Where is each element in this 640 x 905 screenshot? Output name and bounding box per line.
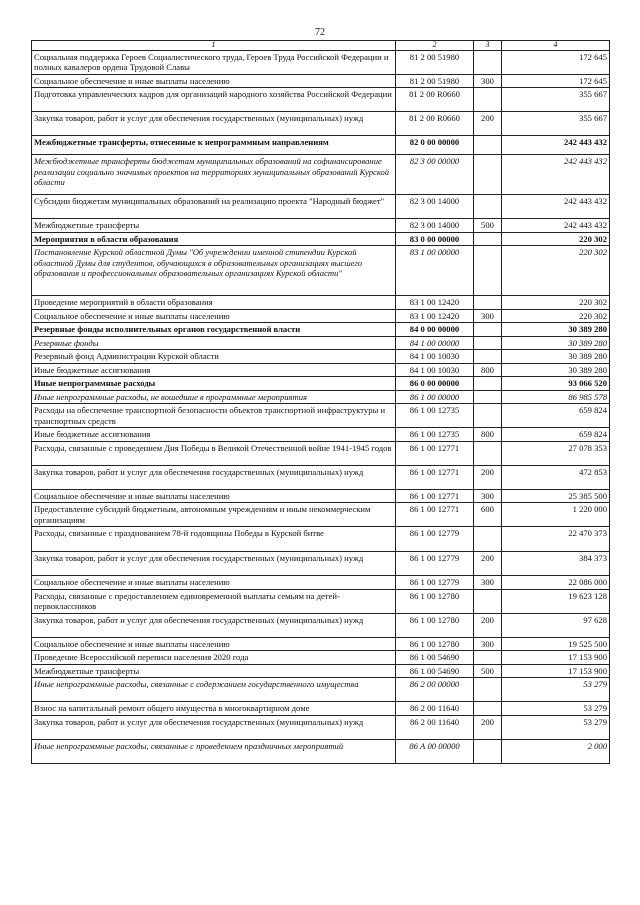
row-type-cell: 200	[474, 112, 502, 136]
row-name-cell: Закупка товаров, работ и услуг для обеспечения государственных (муниципальных) нужд	[32, 465, 396, 489]
row-code-cell: 86 1 00 12735	[396, 404, 474, 428]
row-type-cell	[474, 323, 502, 336]
table-row	[32, 246, 610, 296]
row-code-cell: 86 1 00 12771	[396, 489, 474, 502]
row-type-cell	[474, 377, 502, 390]
row-code-cell: 86 1 00 12779	[396, 552, 474, 576]
table-row	[32, 195, 610, 219]
row-name-cell: Постановление Курской областной Думы "Об учреждении именной стипендии Курской областной Думы для студентов, обучающихся в образовательных организациях высшего образования и профессиональных образовательных организациях Курской области"	[32, 246, 396, 296]
row-code-cell: 86 1 00 12780	[396, 637, 474, 650]
row-name-cell: Межбюджетные трансферты	[32, 664, 396, 677]
row-amount-cell: 242 443 432	[502, 136, 610, 155]
row-name-cell: Межбюджетные трансферты, отнесенные к непрограммным направлениям	[32, 136, 396, 155]
row-code-cell: 86 2 00 11640	[396, 702, 474, 715]
page-number: 72	[315, 27, 325, 38]
row-amount-cell: 1 220 000	[502, 503, 610, 527]
row-type-cell: 200	[474, 552, 502, 576]
row-code-cell: 86 1 00 54690	[396, 651, 474, 664]
row-amount-cell: 30 389 280	[502, 350, 610, 363]
row-amount-cell: 86 985 578	[502, 390, 610, 403]
row-amount-cell: 355 667	[502, 88, 610, 112]
row-name-cell: Предоставление субсидий бюджетным, автономным учреждениям и иным некоммерческим организациям	[32, 503, 396, 527]
row-amount-cell: 355 667	[502, 112, 610, 136]
row-type-cell: 300	[474, 75, 502, 88]
row-amount-cell: 242 443 432	[502, 219, 610, 232]
row-amount-cell: 30 389 280	[502, 336, 610, 349]
row-amount-cell: 27 078 353	[502, 441, 610, 465]
table-row	[32, 112, 610, 136]
row-code-cell: 83 0 00 00000	[396, 232, 474, 245]
row-type-cell: 300	[474, 489, 502, 502]
row-type-cell	[474, 390, 502, 403]
row-amount-cell: 53 279	[502, 715, 610, 739]
table-row	[32, 527, 610, 552]
row-name-cell: Иные непрограммные расходы, связанные с проведением праздничных мероприятий	[32, 739, 396, 763]
row-name-cell: Расходы, связанные с празднованием 78-й годовщины Победы в Курской битве	[32, 527, 396, 552]
row-amount-cell: 659 824	[502, 428, 610, 441]
row-type-cell	[474, 136, 502, 155]
row-name-cell: Резервный фонд Администрации Курской области	[32, 350, 396, 363]
row-type-cell	[474, 651, 502, 664]
row-type-cell	[474, 51, 502, 75]
table-row	[32, 155, 610, 195]
row-type-cell	[474, 195, 502, 219]
row-amount-cell: 53 279	[502, 702, 610, 715]
row-name-cell: Расходы, связанные с проведением Дня Победы в Великой Отечественной войне 1941-1945 годов	[32, 441, 396, 465]
row-code-cell: 86 1 00 12779	[396, 527, 474, 552]
row-amount-cell: 659 824	[502, 404, 610, 428]
row-code-cell: 83 1 00 12420	[396, 309, 474, 322]
row-name-cell: Проведение мероприятий в области образования	[32, 296, 396, 309]
table-row	[32, 428, 610, 441]
row-name-cell: Межбюджетные трансферты бюджетам муниципальных образований на софинансирование реализации социально значимых проектов на территориях муниципальных образований Курской области	[32, 155, 396, 195]
row-name-cell: Межбюджетные трансферты	[32, 219, 396, 232]
table-row	[32, 465, 610, 489]
row-code-cell: 86 1 00 12735	[396, 428, 474, 441]
row-type-cell	[474, 678, 502, 702]
row-type-cell: 800	[474, 428, 502, 441]
table-row	[32, 715, 610, 739]
row-type-cell	[474, 589, 502, 613]
row-type-cell	[474, 441, 502, 465]
row-name-cell: Иные непрограммные расходы, связанные с содержанием государственного имущества	[32, 678, 396, 702]
table-row	[32, 51, 610, 75]
row-code-cell: 82 0 00 00000	[396, 136, 474, 155]
table-row	[32, 702, 610, 715]
row-amount-cell: 17 153 900	[502, 664, 610, 677]
row-type-cell	[474, 404, 502, 428]
table-row	[32, 739, 610, 763]
row-name-cell: Социальное обеспечение и иные выплаты населению	[32, 309, 396, 322]
header-col-4: 4	[502, 41, 610, 51]
row-name-cell: Социальное обеспечение и иные выплаты населению	[32, 637, 396, 650]
row-code-cell: 81 2 00 R0660	[396, 112, 474, 136]
table-row	[32, 404, 610, 428]
row-amount-cell: 242 443 432	[502, 155, 610, 195]
row-name-cell: Резервные фонды исполнительных органов государственной власти	[32, 323, 396, 336]
row-code-cell: 83 1 00 12420	[396, 296, 474, 309]
row-code-cell: 84 1 00 00000	[396, 336, 474, 349]
table-row	[32, 576, 610, 589]
row-code-cell: 82 3 00 00000	[396, 155, 474, 195]
row-code-cell: 86 1 00 12780	[396, 589, 474, 613]
budget-table	[31, 40, 610, 764]
header-col-2: 2	[396, 41, 474, 51]
row-amount-cell: 220 302	[502, 232, 610, 245]
table-row	[32, 489, 610, 502]
row-type-cell	[474, 350, 502, 363]
row-amount-cell: 30 389 280	[502, 363, 610, 376]
row-code-cell: 86 1 00 12771	[396, 465, 474, 489]
row-code-cell: 81 2 00 51980	[396, 75, 474, 88]
table-row	[32, 88, 610, 112]
row-name-cell: Иные непрограммные расходы, не вошедшие в программные мероприятия	[32, 390, 396, 403]
row-name-cell: Закупка товаров, работ и услуг для обеспечения государственных (муниципальных) нужд	[32, 552, 396, 576]
row-amount-cell: 25 385 500	[502, 489, 610, 502]
row-amount-cell: 220 302	[502, 296, 610, 309]
table-row	[32, 309, 610, 322]
row-code-cell: 86 0 00 00000	[396, 377, 474, 390]
row-amount-cell: 93 066 520	[502, 377, 610, 390]
table-row	[32, 664, 610, 677]
row-type-cell	[474, 296, 502, 309]
row-type-cell: 300	[474, 576, 502, 589]
row-code-cell: 82 3 00 14000	[396, 219, 474, 232]
table-row	[32, 377, 610, 390]
row-name-cell: Закупка товаров, работ и услуг для обеспечения государственных (муниципальных) нужд	[32, 715, 396, 739]
row-code-cell: 86 2 00 00000	[396, 678, 474, 702]
row-code-cell: 81 2 00 51980	[396, 51, 474, 75]
row-code-cell: 86 1 00 00000	[396, 390, 474, 403]
table-row	[32, 503, 610, 527]
row-amount-cell: 97 628	[502, 613, 610, 637]
table-row	[32, 296, 610, 309]
table-row	[32, 350, 610, 363]
row-amount-cell: 242 443 432	[502, 195, 610, 219]
row-code-cell: 86 1 00 12780	[396, 613, 474, 637]
row-name-cell: Иные непрограммные расходы	[32, 377, 396, 390]
row-type-cell	[474, 527, 502, 552]
table-row	[32, 613, 610, 637]
row-type-cell	[474, 246, 502, 296]
row-amount-cell: 172 645	[502, 75, 610, 88]
row-amount-cell: 19 623 128	[502, 589, 610, 613]
row-code-cell: 84 1 00 10030	[396, 363, 474, 376]
row-type-cell	[474, 232, 502, 245]
table-row	[32, 136, 610, 155]
header-col-3: 3	[474, 41, 502, 51]
row-amount-cell: 472 853	[502, 465, 610, 489]
row-code-cell: 86 1 00 12779	[396, 576, 474, 589]
table-row	[32, 637, 610, 650]
row-amount-cell: 2 000	[502, 739, 610, 763]
table-row	[32, 441, 610, 465]
row-name-cell: Взнос на капитальный ремонт общего имущества в многоквартирном доме	[32, 702, 396, 715]
row-code-cell: 86 1 00 12771	[396, 503, 474, 527]
row-type-cell: 200	[474, 715, 502, 739]
row-type-cell: 300	[474, 309, 502, 322]
row-code-cell: 86 2 00 11640	[396, 715, 474, 739]
row-name-cell: Закупка товаров, работ и услуг для обеспечения государственных (муниципальных) нужд	[32, 613, 396, 637]
row-name-cell: Иные бюджетные ассигнования	[32, 428, 396, 441]
table-row	[32, 323, 610, 336]
row-amount-cell: 22 086 000	[502, 576, 610, 589]
row-amount-cell: 53 279	[502, 678, 610, 702]
row-type-cell: 500	[474, 219, 502, 232]
row-type-cell: 800	[474, 363, 502, 376]
table-row	[32, 336, 610, 349]
table-row	[32, 75, 610, 88]
budget-table-body	[32, 41, 610, 764]
row-name-cell: Подготовка управленческих кадров для организаций народного хозяйства Российской Федерации	[32, 88, 396, 112]
row-name-cell: Социальное обеспечение и иные выплаты населению	[32, 576, 396, 589]
row-code-cell: 86 А 00 00000	[396, 739, 474, 763]
row-name-cell: Резервные фонды	[32, 336, 396, 349]
row-type-cell	[474, 155, 502, 195]
table-row	[32, 363, 610, 376]
row-amount-cell: 172 645	[502, 51, 610, 75]
row-name-cell: Расходы на обеспечение транспортной безопасности объектов транспортной инфраструктуры и транспортных средств	[32, 404, 396, 428]
row-code-cell: 86 1 00 54690	[396, 664, 474, 677]
row-name-cell: Иные бюджетные ассигнования	[32, 363, 396, 376]
row-name-cell: Социальное обеспечение и иные выплаты населению	[32, 489, 396, 502]
row-type-cell: 200	[474, 613, 502, 637]
row-name-cell: Социальная поддержка Героев Социалистического труда, Героев Труда Российской Федерации и полных кавалеров ордена Трудовой Славы	[32, 51, 396, 75]
table-header-row	[32, 41, 610, 51]
table-row	[32, 589, 610, 613]
row-type-cell	[474, 739, 502, 763]
row-code-cell: 86 1 00 12771	[396, 441, 474, 465]
row-type-cell	[474, 336, 502, 349]
table-row	[32, 552, 610, 576]
table-row	[32, 390, 610, 403]
row-name-cell: Расходы, связанные с предоставлением единовременной выплаты семьям на детей-первоклассников	[32, 589, 396, 613]
row-type-cell	[474, 702, 502, 715]
row-amount-cell: 220 302	[502, 246, 610, 296]
table-row	[32, 651, 610, 664]
row-code-cell: 83 1 00 00000	[396, 246, 474, 296]
row-code-cell: 81 2 00 R0660	[396, 88, 474, 112]
row-name-cell: Закупка товаров, работ и услуг для обеспечения государственных (муниципальных) нужд	[32, 112, 396, 136]
row-amount-cell: 384 373	[502, 552, 610, 576]
table-row	[32, 219, 610, 232]
row-type-cell: 600	[474, 503, 502, 527]
row-amount-cell: 19 525 500	[502, 637, 610, 650]
row-type-cell: 500	[474, 664, 502, 677]
row-name-cell: Мероприятия в области образования	[32, 232, 396, 245]
row-amount-cell: 220 302	[502, 309, 610, 322]
table-row	[32, 232, 610, 245]
row-amount-cell: 17 153 900	[502, 651, 610, 664]
row-name-cell: Субсидии бюджетам муниципальных образований на реализацию проекта "Народный бюджет"	[32, 195, 396, 219]
row-name-cell: Социальное обеспечение и иные выплаты населению	[32, 75, 396, 88]
row-type-cell	[474, 88, 502, 112]
row-type-cell: 300	[474, 637, 502, 650]
table-row	[32, 678, 610, 702]
row-amount-cell: 22 470 373	[502, 527, 610, 552]
row-code-cell: 84 1 00 10030	[396, 350, 474, 363]
row-code-cell: 82 3 00 14000	[396, 195, 474, 219]
row-type-cell: 200	[474, 465, 502, 489]
row-amount-cell: 30 389 280	[502, 323, 610, 336]
row-name-cell: Проведение Всероссийской переписи населения 2020 года	[32, 651, 396, 664]
header-col-1: 1	[32, 41, 396, 51]
row-code-cell: 84 0 00 00000	[396, 323, 474, 336]
